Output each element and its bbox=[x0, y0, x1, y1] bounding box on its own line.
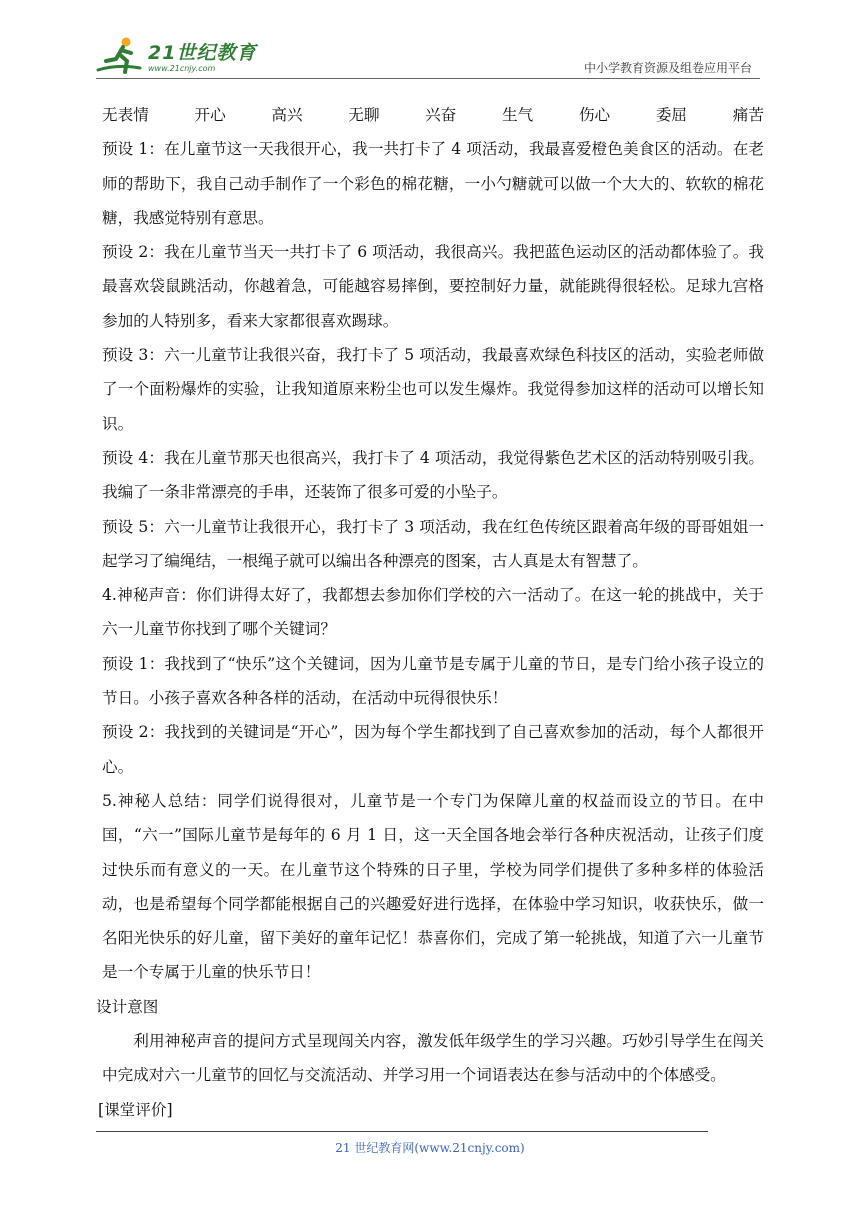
footer-divider bbox=[96, 1131, 708, 1132]
paragraph: 预设 1：我找到了“快乐”这个关键词，因为儿童节是专属于儿童的节日，是专门给小孩子设立的节日。小孩子喜欢各种各样的活动，在活动中玩得很快乐！ bbox=[102, 654, 764, 708]
paragraph: 预设 1：在儿童节这一天我很开心，我一共打卡了 4 项活动，我最喜爱橙色美食区的活动。在老师的帮助下，我自己动手制作了一个彩色的棉花糖，一小勺糖就可以做一个大大的、软软的棉花糖，我感觉特别有意思。 bbox=[102, 140, 764, 227]
site-logo[interactable] bbox=[96, 34, 266, 78]
emotion-word: 无聊 bbox=[348, 106, 380, 124]
emotion-word-list bbox=[102, 98, 764, 132]
emotion-word: 无表情 bbox=[102, 106, 149, 124]
page-header bbox=[96, 34, 760, 79]
design-intent-heading: 设计意图 bbox=[96, 997, 159, 1016]
page-footer[interactable]: 21 世纪教育网(www.21cnjy.com) bbox=[335, 1141, 525, 1155]
paragraph: 预设 5：六一儿童节让我很开心，我打卡了 3 项活动，我在红色传统区跟着高年级的哥哥姐姐一起学习了编绳结，一根绳子就可以编出各种漂亮的图案，古人真是太有智慧了。 bbox=[102, 517, 764, 570]
emotion-word: 痛苦 bbox=[732, 106, 764, 124]
design-intent-text: 利用神秘声音的提问方式呈现闯关内容，激发低年级学生的学习兴趣。巧妙引导学生在闯关中完成对六一儿童节的回忆与交流活动、并学习用一个词语表达在参与活动中的个体感受。 bbox=[102, 1032, 764, 1085]
emotion-word: 开心 bbox=[194, 106, 226, 124]
logo-name: 21世纪教育 bbox=[148, 42, 257, 64]
emotion-word: 高兴 bbox=[271, 106, 303, 124]
paragraph: 预设 4：我在儿童节那天也很高兴，我打卡了 4 项活动，我觉得紫色艺术区的活动特别吸引我。我编了一条非常漂亮的手串，还装饰了很多可爱的小坠子。 bbox=[102, 448, 764, 502]
emotion-word: 伤心 bbox=[578, 106, 611, 124]
paragraph: 预设 2：我找到的关键词是“开心”，因为每个学生都找到了自己喜欢参加的活动，每个人都很开心。 bbox=[102, 723, 764, 776]
section-label: [课堂评价] bbox=[98, 1100, 173, 1119]
emotion-word: 生气 bbox=[502, 106, 534, 124]
summary-paragraph: 5.神秘人总结：同学们说得很对，儿童节是一个专门为保障儿童的权益而设立的节日。在中国，“六一”国际儿童节是每年的 6 月 1 日，这一天全国各地会举行各种庆祝活动，让孩子们度过快乐而有意义的一天。在儿童节这个特殊的日子里，学校为同学们提供了多种多样的体验活动，也是希望每个同学都能根据自己的兴趣爱好进行选择，在体验中学习知识，收获快乐，做一名阳光快乐的好儿童，留下美好的童年记忆！恭喜你们，完成了第一轮挑战，知道了六一儿童节是一个专属于儿童的快乐节日！ bbox=[102, 791, 764, 982]
header-divider bbox=[96, 78, 760, 79]
platform-name: 中小学教育资源及组卷应用平台 bbox=[583, 61, 752, 75]
document-body bbox=[96, 98, 764, 1127]
logo-url: www.21cnjy.com bbox=[148, 64, 216, 73]
paragraph: 预设 3：六一儿童节让我很兴奋，我打卡了 5 项活动，我最喜欢绿色科技区的活动，实验老师做了一个面粉爆炸的实验，让我知道原来粉尘也可以发生爆炸。我觉得参加这样的活动可以增长知识。 bbox=[102, 346, 764, 433]
emotion-word: 委屈 bbox=[655, 106, 688, 124]
question-paragraph: 4.神秘声音：你们讲得太好了，我都想去参加你们学校的六一活动了。在这一轮的挑战中，关于六一儿童节你找到了哪个关键词？ bbox=[102, 586, 764, 639]
emotion-word: 兴奋 bbox=[425, 106, 457, 124]
paragraph: 预设 2：我在儿童节当天一共打卡了 6 项活动，我很高兴。我把蓝色运动区的活动都体验了。我最喜欢袋鼠跳活动，你越着急，可能越容易摔倒，要控制好力量，就能跳得很轻松。足球九宫格参加的人特别多，看来大家都很喜欢踢球。 bbox=[102, 243, 764, 330]
running-figure-icon bbox=[96, 34, 146, 78]
